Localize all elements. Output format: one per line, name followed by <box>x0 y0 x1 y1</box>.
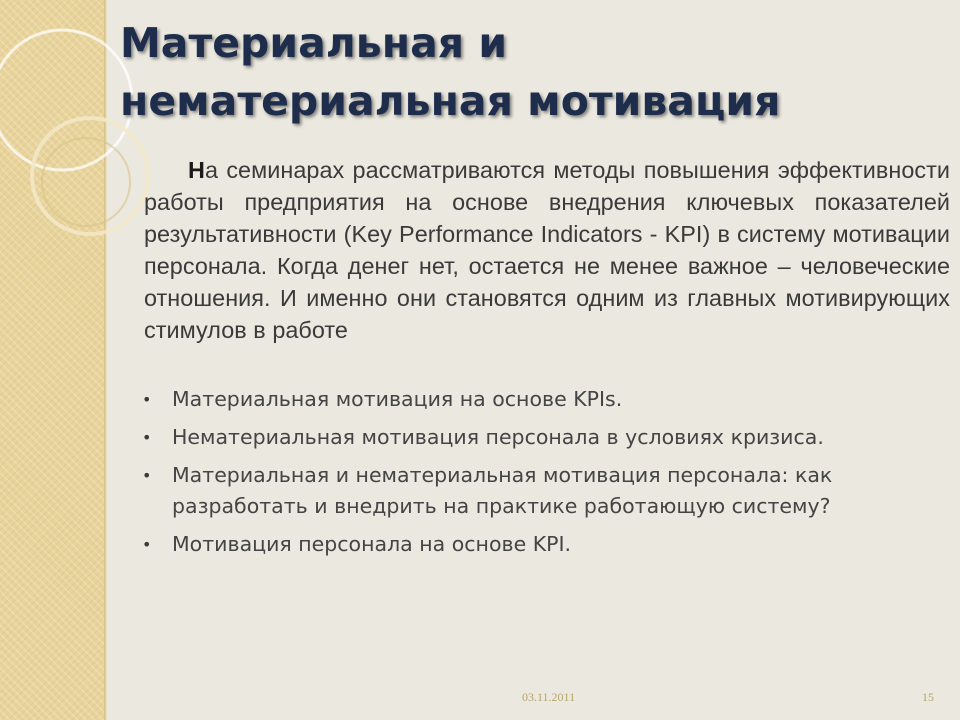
bullet-icon: • <box>142 466 152 485</box>
title-line-2: нематериальная мотивация <box>120 77 781 125</box>
deco-circle-medium <box>32 118 148 234</box>
topic-list-item <box>140 460 920 522</box>
title-line-1: Материальная и <box>120 19 508 67</box>
topic-list-item <box>140 422 920 453</box>
topic-list-item <box>140 384 920 415</box>
topic-text: Мотивация персонала на основе KPI. <box>172 532 572 556</box>
deco-circle-small <box>42 138 130 226</box>
topic-text: Нематериальная мотивация персонала в условиях кризиса. <box>172 425 824 449</box>
topic-text: Материальная мотивация на основе KPIs. <box>172 387 623 411</box>
bullet-icon: • <box>142 428 152 447</box>
slide-number: 15 <box>922 690 934 704</box>
topic-text: Материальная и нематериальная мотивация персонала: как разработать и внедрить на практике работающую систему? <box>172 463 833 518</box>
deco-circle-large <box>0 30 132 170</box>
intro-text: а семинарах рассматриваются методы повышения эффективности работы предприятия на основе внедрения ключевых показателей результативности (Key Performance Indicators - KPI) в систему мотивации персонала. Когда денег нет, остается не менее важное – человеческие отношения. И именно они становятся одним из главных мотивирующих стимулов в работе <box>144 157 950 343</box>
bullet-icon: • <box>142 390 152 409</box>
slide-title <box>120 14 940 130</box>
intro-lead-letter: Н <box>188 157 205 183</box>
footer-date: 03.11.2011 <box>522 690 576 704</box>
topic-list-item <box>140 529 920 560</box>
bullet-icon: • <box>142 535 152 554</box>
intro-paragraph <box>144 154 950 346</box>
topic-list <box>140 384 920 567</box>
